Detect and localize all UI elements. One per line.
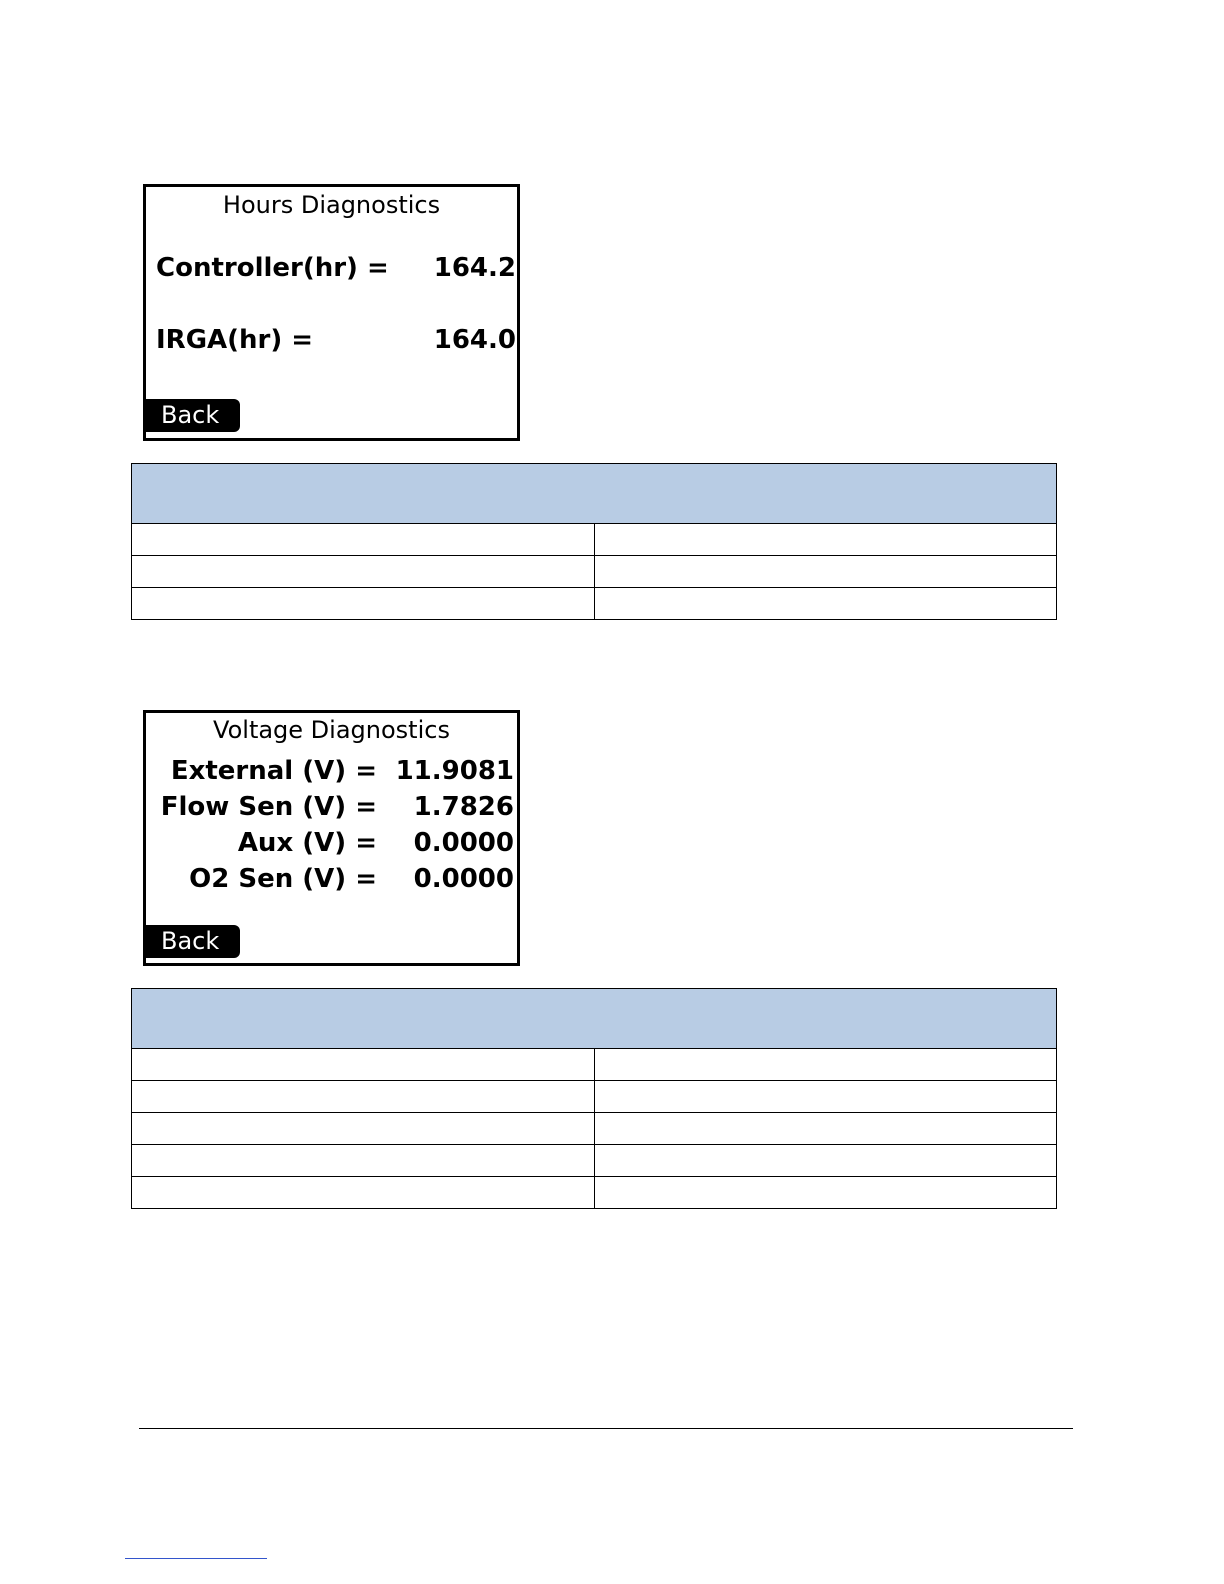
screen-title: Voltage Diagnostics bbox=[213, 716, 450, 744]
row-value: 164.0 bbox=[433, 325, 516, 355]
table-row bbox=[132, 556, 1057, 588]
row-value: 0.0000 bbox=[413, 864, 514, 894]
table-row bbox=[132, 1081, 1057, 1113]
hours-diagnostics-screen bbox=[143, 184, 520, 441]
footer-link-underline bbox=[125, 1558, 267, 1559]
row-value: 1.7826 bbox=[413, 792, 514, 822]
row-label: IRGA(hr) = bbox=[156, 325, 314, 355]
row-label: Aux (V) = bbox=[237, 828, 377, 858]
table-row bbox=[132, 1145, 1057, 1177]
table-row bbox=[132, 588, 1057, 620]
footer-divider bbox=[139, 1428, 1073, 1429]
table-row bbox=[132, 1177, 1057, 1209]
row-value: 164.2 bbox=[433, 253, 516, 283]
table-row bbox=[132, 524, 1057, 556]
hours-table bbox=[131, 463, 1057, 620]
row-label: External (V) = bbox=[170, 756, 377, 786]
row-value: 11.9081 bbox=[395, 756, 514, 786]
table-header bbox=[132, 989, 1057, 1049]
back-button[interactable]: Back bbox=[146, 925, 240, 958]
screen-title: Hours Diagnostics bbox=[222, 191, 441, 219]
table-row bbox=[132, 1049, 1057, 1081]
row-label: O2 Sen (V) = bbox=[189, 864, 377, 894]
row-label: Controller(hr) = bbox=[156, 253, 389, 283]
voltage-table bbox=[131, 988, 1057, 1209]
table-row bbox=[132, 1113, 1057, 1145]
voltage-diagnostics-screen bbox=[143, 710, 520, 966]
back-button[interactable]: Back bbox=[146, 399, 240, 432]
row-label: Flow Sen (V) = bbox=[160, 792, 377, 822]
table-header bbox=[132, 464, 1057, 524]
row-value: 0.0000 bbox=[413, 828, 514, 858]
